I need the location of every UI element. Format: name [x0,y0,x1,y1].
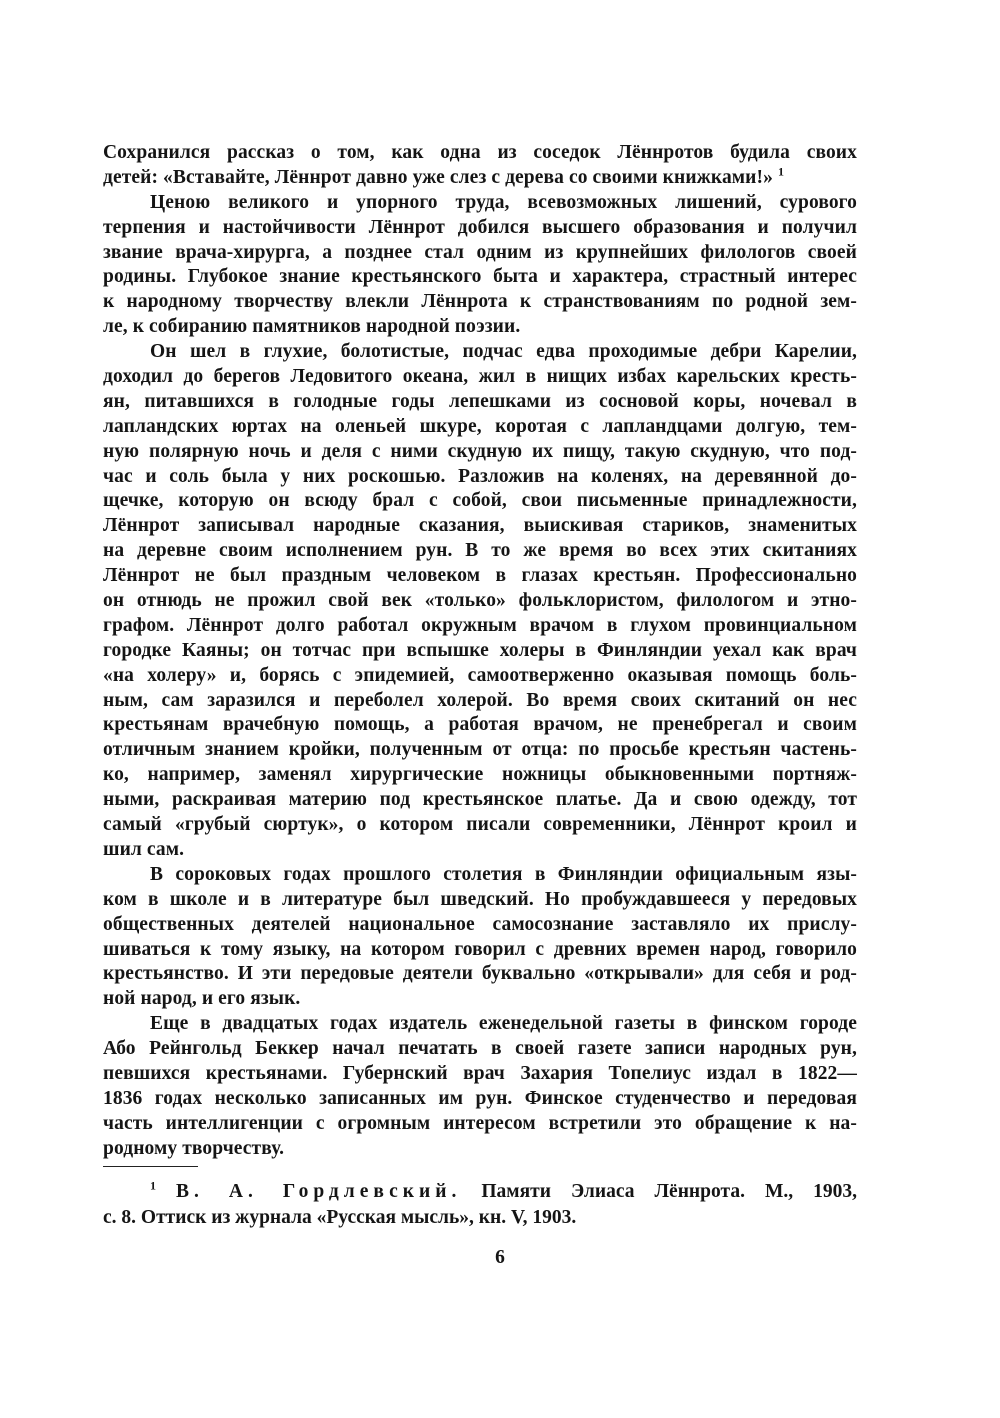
text-line: часть интеллигенции с огромным интересом встретили это обращение к на- [103,1112,857,1134]
footnote-author: В. А. Гордлевский. [176,1181,462,1202]
text-line: городке Каяны; он тотчас при вспышке холеры в Финляндии уехал как врач [103,639,857,661]
text-line: В сороковых годах прошлого столетия в Финляндии официальным язы- [150,863,857,885]
text-line: родному творчеству. [103,1137,285,1159]
text-line: детей: «Вставайте, Лённрот давно уже слез с дерева со своими книжками!» $^1$ [103,164,785,188]
text-line: ным, сам заразился и переболел холерой. Во время своих скитаний он нес [103,689,857,711]
paragraph [103,340,857,863]
text-line: Лённрот не был праздным человеком в глазах крестьян. Профессионально [103,565,857,587]
text-line: звание врача-хирурга, а позднее стал одним из крупнейших филологов своей [103,241,857,263]
text-line: Еще в двадцатых годах издатель еженедельной газеты в финском городе [150,1013,857,1035]
footnote-title: Памяти Элиаса Лённрота. М., 1903, [481,1181,857,1202]
text-line: ком в школе и в литературе был шведский. Но пробуждавшееся у передовых [103,888,857,910]
text-line: Ценою великого и упорного труда, всевозможных лишений, сурового [150,191,857,213]
text-line: час и соль была у них роскошью. Разложив на коленях, на деревянной до- [103,465,857,487]
footnote-divider [103,1166,198,1167]
text-line: Он шел в глухие, болотистые, подчас едва проходимые дебри Карелии, [150,341,857,363]
footnote-reference: 1 [777,164,785,179]
text-line: доходил до берегов Ледовитого океана, жил в нищих избах карельских кресть- [103,366,857,388]
text-line: ной народ, и его язык. [103,988,301,1010]
text-line: ную полярную ночь и деля с ними скудную их пищу, такую скудную, что под- [103,440,857,462]
paragraph [103,1012,857,1161]
footnote [103,1179,857,1231]
paragraph [103,863,857,1012]
text-line: 1836 годах несколько записанных им рун. Финское студенчество и передовая [103,1087,857,1109]
text-line: общественных деятелей национальное самосознание заставляло их прислу- [103,913,857,935]
text-line: к народному творчеству влекли Лённрота к странствованиям по родной зем- [103,291,857,313]
text-line: терпения и настойчивости Лённрот добился высшего образования и получил [103,216,857,238]
footnote-line: с. 8. Оттиск из журнала «Русская мысль», кн. V, 1903. [103,1207,577,1228]
text-line: ко, например, заменял хирургические ножницы обыкновенными портняж- [103,764,857,786]
text-line: графом. Лённрот долго работал окружным врачом в глухом провинциальном [103,614,857,636]
text-line: ле, к собиранию памятников народной поэзии. [103,316,521,338]
text-line: на деревне своим исполнением рун. В то же время во всех этих скитаниях [103,540,857,562]
text-line: лапландских юртах на оленьей шкуре, коротая с лапландцами долгую, тем- [103,415,857,437]
text-line: шиваться к тому языку, на котором говорил с древних времен народ, говорило [103,938,857,960]
text-line: Сохранился рассказ о том, как одна из соседок Лённротов будила своих [103,142,857,163]
paragraph [103,141,857,191]
text-line: самый «грубый сюртук», о котором писали современники, Лённрот кроил и [103,814,857,836]
page-number: 6 [495,1247,505,1268]
text-line: «на холеру» и, борясь с эпидемией, самоотверженно оказывая помощь боль- [103,664,857,686]
paragraph [103,191,857,340]
text-line: ными, раскраивая материю под крестьянское платье. Да и свою одежду, тот [103,789,857,811]
text-line: шил сам. [103,838,185,860]
text-line: крестьянам врачебную помощь, а работая врачом, не пренебрегал и своим [103,714,857,736]
text-line: Або Рейнгольд Беккер начал печатать в своей газете записи народных рун, [103,1038,857,1060]
text-line: отличным знанием кройки, полученным от отца: по просьбе крестьян частень- [103,739,857,761]
text-line: Лённрот записывал народные сказания, выискивая стариков, знаменитых [103,515,857,537]
text-line: родины. Глубокое знание крестьянского быта и характера, страстный интерес [103,266,857,288]
text-line: певшихся крестьянами. Губернский врач Захария Топелиус издал в 1822— [103,1062,857,1084]
text-line: он отнюдь не прожил свой век «только» фольклористом, филологом и этно- [103,590,857,612]
text-line: ян, питавшихся в голодные годы лепешками из сосновой коры, ночевал в [103,390,857,412]
text-line: крестьянство. И эти передовые деятели буквально «открывали» для себя и род- [103,963,857,985]
body-text [103,141,857,1162]
footnote-line [103,1179,857,1205]
footnote-marker: 1 [150,1178,156,1193]
text-line: щечке, которую он всюду брал с собой, свои письменные принадлежности, [103,490,857,512]
